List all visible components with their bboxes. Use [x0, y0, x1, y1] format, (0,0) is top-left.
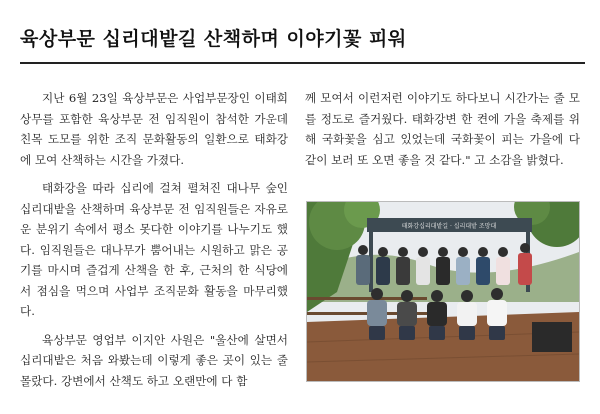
article-title: 육상부문 십리대밭길 산책하며 이야기꽃 피워 — [20, 28, 407, 50]
paragraph-2: 태화강을 따라 십리에 걸쳐 펼쳐진 대나무 숲인 십리대밭을 산책하며 육상부문 전 임직원들은 자유로운 분위기 속에서 평소 못다한 이야기를 나누기도 했다. 임직원들은 대나무가 뿜어내는 시원하고 맑은 공기를 마시며 즐겁게 산책을 한 후, 근처의 한 식당에서 점심을 먹으며 사업부 조직문화 활동을 마무리했다. — [20, 181, 288, 318]
article-left-column — [20, 88, 288, 399]
article-right-column — [305, 88, 580, 178]
paragraph-3: 육상부문 영업부 이지안 사원은 "울산에 살면서 십리대밭은 처음 와봤는데 이렇게 좋은 곳이 있는 줄 몰랐다. 강변에서 산책도 하고 오랜만에 다 함 — [20, 332, 288, 388]
paragraph-1: 지난 6월 23일 육상부문은 사업부문장인 이태희 상무를 포함한 육상부문 전 임직원이 참석한 가운데 친목 도모를 위한 조직 문화활동의 일환으로 태화강에 모여 산책하는 시간을 가졌다. — [20, 91, 288, 167]
photo-sign: 태화강십리대밭길 · 십리대밭 조망대 — [401, 223, 497, 230]
group-photo — [306, 201, 580, 382]
paragraph-3-continued: 께 모여서 이런저런 이야기도 하다보니 시간가는 줄 모를 정도로 즐거웠다. 태화강변 한 켠에 가을 축제를 위해 국화꽃을 심고 있었는데 국화꽃이 피는 가을에 다 같이 보러 또 오면 좋을 것 같다." 고 소감을 밝혔다. — [305, 91, 580, 167]
title-underline — [20, 62, 585, 64]
